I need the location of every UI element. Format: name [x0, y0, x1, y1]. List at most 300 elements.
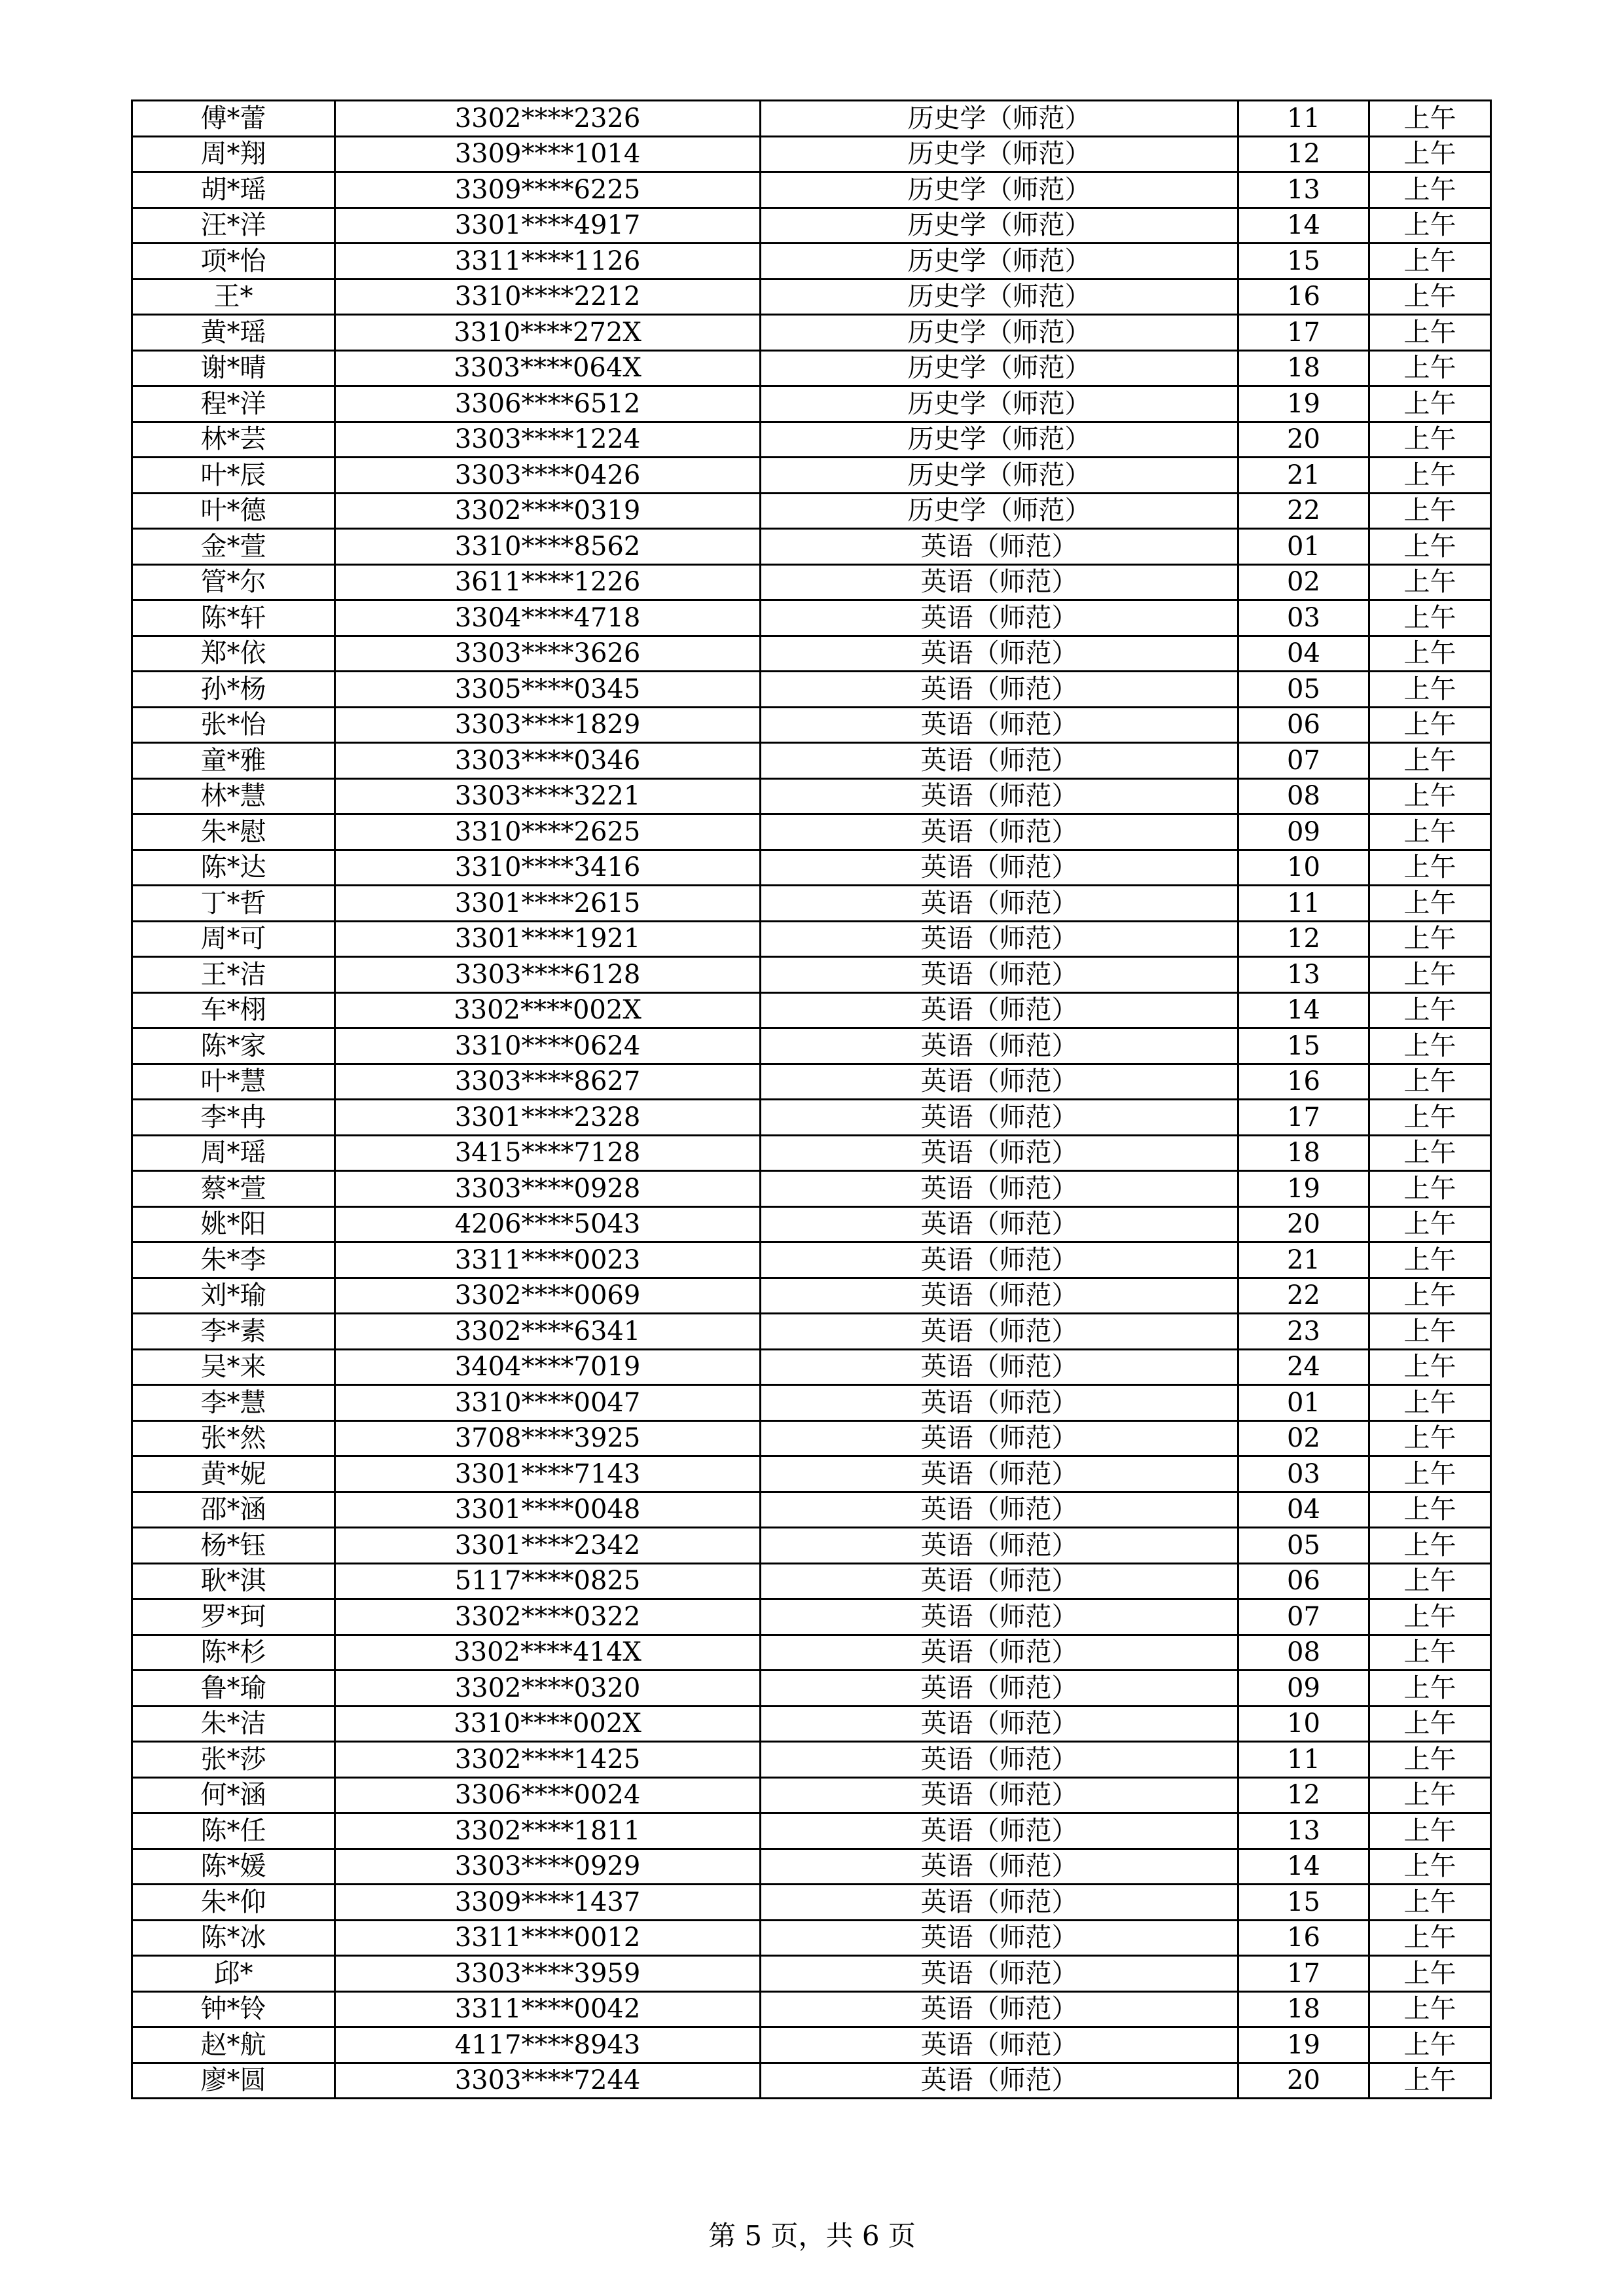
- seat-number-cell: 13: [1238, 957, 1369, 993]
- table-row: [132, 992, 1491, 1028]
- seat-number-cell: 07: [1238, 1599, 1369, 1635]
- table-row: [132, 386, 1491, 422]
- table-row: [132, 1420, 1491, 1456]
- name-cell: 李*素: [132, 1314, 335, 1350]
- table-row: [132, 672, 1491, 708]
- session-cell: 上午: [1369, 422, 1491, 458]
- table-row: [132, 244, 1491, 280]
- seat-number-cell: 16: [1238, 279, 1369, 315]
- major-cell: 英语（师范）: [761, 1599, 1238, 1635]
- id-number-cell: 3310****272X: [335, 315, 761, 351]
- session-cell: 上午: [1369, 850, 1491, 886]
- session-cell: 上午: [1369, 600, 1491, 636]
- seat-number-cell: 11: [1238, 886, 1369, 922]
- name-cell: 李*慧: [132, 1385, 335, 1421]
- id-number-cell: 4117****8943: [335, 2027, 761, 2063]
- seat-number-cell: 03: [1238, 600, 1369, 636]
- major-cell: 英语（师范）: [761, 1349, 1238, 1385]
- seat-number-cell: 18: [1238, 350, 1369, 386]
- major-cell: 英语（师范）: [761, 957, 1238, 993]
- table-row: [132, 1777, 1491, 1813]
- major-cell: 英语（师范）: [761, 2063, 1238, 2099]
- table-row: [132, 350, 1491, 386]
- name-cell: 程*洋: [132, 386, 335, 422]
- id-number-cell: 3303****0346: [335, 743, 761, 779]
- name-cell: 周*瑶: [132, 1135, 335, 1171]
- name-cell: 林*芸: [132, 422, 335, 458]
- table-row: [132, 778, 1491, 814]
- seat-number-cell: 21: [1238, 1242, 1369, 1278]
- major-cell: 历史学（师范）: [761, 422, 1238, 458]
- name-cell: 丁*哲: [132, 886, 335, 922]
- table-row: [132, 707, 1491, 743]
- session-cell: 上午: [1369, 743, 1491, 779]
- table-row: [132, 1456, 1491, 1492]
- major-cell: 英语（师范）: [761, 600, 1238, 636]
- session-cell: 上午: [1369, 1492, 1491, 1528]
- session-cell: 上午: [1369, 2063, 1491, 2099]
- id-number-cell: 3302****0322: [335, 1599, 761, 1635]
- seat-number-cell: 11: [1238, 1742, 1369, 1778]
- name-cell: 金*萱: [132, 529, 335, 565]
- session-cell: 上午: [1369, 1849, 1491, 1885]
- name-cell: 朱*慰: [132, 814, 335, 850]
- major-cell: 英语（师范）: [761, 1171, 1238, 1207]
- major-cell: 英语（师范）: [761, 1206, 1238, 1242]
- seat-number-cell: 05: [1238, 672, 1369, 708]
- name-cell: 陈*媛: [132, 1849, 335, 1885]
- seat-number-cell: 06: [1238, 707, 1369, 743]
- table-row: [132, 1885, 1491, 1921]
- session-cell: 上午: [1369, 921, 1491, 957]
- major-cell: 英语（师范）: [761, 1385, 1238, 1421]
- seat-number-cell: 12: [1238, 136, 1369, 172]
- seat-number-cell: 12: [1238, 921, 1369, 957]
- session-cell: 上午: [1369, 1349, 1491, 1385]
- session-cell: 上午: [1369, 529, 1491, 565]
- id-number-cell: 3708****3925: [335, 1420, 761, 1456]
- table-row: [132, 1492, 1491, 1528]
- id-number-cell: 3303****064X: [335, 350, 761, 386]
- id-number-cell: 3311****1126: [335, 244, 761, 280]
- major-cell: 英语（师范）: [761, 886, 1238, 922]
- session-cell: 上午: [1369, 1206, 1491, 1242]
- name-cell: 周*翔: [132, 136, 335, 172]
- table-row: [132, 1206, 1491, 1242]
- session-cell: 上午: [1369, 279, 1491, 315]
- name-cell: 吴*来: [132, 1349, 335, 1385]
- table-row: [132, 1563, 1491, 1599]
- name-cell: 车*栩: [132, 992, 335, 1028]
- seat-number-cell: 01: [1238, 529, 1369, 565]
- id-number-cell: 3309****1437: [335, 1885, 761, 1921]
- roster-table: [131, 99, 1492, 2099]
- seat-number-cell: 18: [1238, 1135, 1369, 1171]
- table-row: [132, 1813, 1491, 1849]
- major-cell: 英语（师范）: [761, 1492, 1238, 1528]
- name-cell: 王*: [132, 279, 335, 315]
- session-cell: 上午: [1369, 1777, 1491, 1813]
- id-number-cell: 3306****6512: [335, 386, 761, 422]
- id-number-cell: 3303****1224: [335, 422, 761, 458]
- seat-number-cell: 17: [1238, 1956, 1369, 1992]
- id-number-cell: 3302****6341: [335, 1314, 761, 1350]
- major-cell: 英语（师范）: [761, 707, 1238, 743]
- name-cell: 鲁*瑜: [132, 1671, 335, 1707]
- name-cell: 刘*瑜: [132, 1278, 335, 1314]
- name-cell: 陈*冰: [132, 1920, 335, 1956]
- major-cell: 英语（师范）: [761, 1956, 1238, 1992]
- major-cell: 历史学（师范）: [761, 386, 1238, 422]
- name-cell: 项*怡: [132, 244, 335, 280]
- name-cell: 张*怡: [132, 707, 335, 743]
- session-cell: 上午: [1369, 350, 1491, 386]
- major-cell: 历史学（师范）: [761, 350, 1238, 386]
- major-cell: 英语（师范）: [761, 1100, 1238, 1136]
- major-cell: 历史学（师范）: [761, 279, 1238, 315]
- session-cell: 上午: [1369, 1813, 1491, 1849]
- table-row: [132, 921, 1491, 957]
- session-cell: 上午: [1369, 886, 1491, 922]
- id-number-cell: 3310****2625: [335, 814, 761, 850]
- id-number-cell: 3303****1829: [335, 707, 761, 743]
- id-number-cell: 3302****414X: [335, 1635, 761, 1671]
- name-cell: 谢*晴: [132, 350, 335, 386]
- table-row: [132, 1314, 1491, 1350]
- seat-number-cell: 19: [1238, 1171, 1369, 1207]
- name-cell: 朱*仰: [132, 1885, 335, 1921]
- major-cell: 英语（师范）: [761, 1528, 1238, 1564]
- session-cell: 上午: [1369, 672, 1491, 708]
- major-cell: 英语（师范）: [761, 850, 1238, 886]
- major-cell: 历史学（师范）: [761, 208, 1238, 244]
- name-cell: 张*莎: [132, 1742, 335, 1778]
- id-number-cell: 3611****1226: [335, 564, 761, 600]
- session-cell: 上午: [1369, 1956, 1491, 1992]
- table-row: [132, 1635, 1491, 1671]
- id-number-cell: 4206****5043: [335, 1206, 761, 1242]
- session-cell: 上午: [1369, 1420, 1491, 1456]
- seat-number-cell: 13: [1238, 172, 1369, 208]
- seat-number-cell: 24: [1238, 1349, 1369, 1385]
- major-cell: 英语（师范）: [761, 1742, 1238, 1778]
- id-number-cell: 3301****2342: [335, 1528, 761, 1564]
- table-row: [132, 172, 1491, 208]
- table-row: [132, 458, 1491, 494]
- seat-number-cell: 08: [1238, 1635, 1369, 1671]
- id-number-cell: 3302****0320: [335, 1671, 761, 1707]
- table-row: [132, 743, 1491, 779]
- table-row: [132, 136, 1491, 172]
- session-cell: 上午: [1369, 957, 1491, 993]
- session-cell: 上午: [1369, 172, 1491, 208]
- major-cell: 英语（师范）: [761, 814, 1238, 850]
- table-row: [132, 886, 1491, 922]
- major-cell: 英语（师范）: [761, 1991, 1238, 2027]
- table-row: [132, 1028, 1491, 1064]
- name-cell: 胡*瑶: [132, 172, 335, 208]
- table-row: [132, 1349, 1491, 1385]
- id-number-cell: 3305****0345: [335, 672, 761, 708]
- session-cell: 上午: [1369, 1314, 1491, 1350]
- id-number-cell: 3302****002X: [335, 992, 761, 1028]
- session-cell: 上午: [1369, 564, 1491, 600]
- session-cell: 上午: [1369, 315, 1491, 351]
- name-cell: 汪*洋: [132, 208, 335, 244]
- table-row: [132, 850, 1491, 886]
- id-number-cell: 3303****0426: [335, 458, 761, 494]
- id-number-cell: 3310****002X: [335, 1706, 761, 1742]
- session-cell: 上午: [1369, 778, 1491, 814]
- name-cell: 张*然: [132, 1420, 335, 1456]
- session-cell: 上午: [1369, 992, 1491, 1028]
- major-cell: 英语（师范）: [761, 1885, 1238, 1921]
- name-cell: 姚*阳: [132, 1206, 335, 1242]
- id-number-cell: 3302****0069: [335, 1278, 761, 1314]
- name-cell: 钟*铃: [132, 1991, 335, 2027]
- seat-number-cell: 13: [1238, 1813, 1369, 1849]
- major-cell: 英语（师范）: [761, 672, 1238, 708]
- name-cell: 廖*圆: [132, 2063, 335, 2099]
- major-cell: 历史学（师范）: [761, 101, 1238, 137]
- seat-number-cell: 14: [1238, 1849, 1369, 1885]
- session-cell: 上午: [1369, 1599, 1491, 1635]
- seat-number-cell: 21: [1238, 458, 1369, 494]
- seat-number-cell: 15: [1238, 1885, 1369, 1921]
- major-cell: 英语（师范）: [761, 921, 1238, 957]
- table-row: [132, 2027, 1491, 2063]
- major-cell: 英语（师范）: [761, 1635, 1238, 1671]
- table-row: [132, 1135, 1491, 1171]
- session-cell: 上午: [1369, 1528, 1491, 1564]
- id-number-cell: 3311****0012: [335, 1920, 761, 1956]
- session-cell: 上午: [1369, 2027, 1491, 2063]
- major-cell: 历史学（师范）: [761, 172, 1238, 208]
- table-row: [132, 600, 1491, 636]
- major-cell: 英语（师范）: [761, 1920, 1238, 1956]
- name-cell: 耿*淇: [132, 1563, 335, 1599]
- major-cell: 英语（师范）: [761, 1456, 1238, 1492]
- id-number-cell: 3303****7244: [335, 2063, 761, 2099]
- id-number-cell: 3302****1811: [335, 1813, 761, 1849]
- major-cell: 英语（师范）: [761, 1242, 1238, 1278]
- table-row: [132, 1920, 1491, 1956]
- name-cell: 陈*轩: [132, 600, 335, 636]
- name-cell: 何*涵: [132, 1777, 335, 1813]
- id-number-cell: 5117****0825: [335, 1563, 761, 1599]
- seat-number-cell: 17: [1238, 1100, 1369, 1136]
- session-cell: 上午: [1369, 1563, 1491, 1599]
- major-cell: 英语（师范）: [761, 1777, 1238, 1813]
- seat-number-cell: 09: [1238, 1671, 1369, 1707]
- major-cell: 历史学（师范）: [761, 244, 1238, 280]
- id-number-cell: 3304****4718: [335, 600, 761, 636]
- table-row: [132, 1599, 1491, 1635]
- major-cell: 英语（师范）: [761, 1278, 1238, 1314]
- major-cell: 英语（师范）: [761, 529, 1238, 565]
- session-cell: 上午: [1369, 136, 1491, 172]
- table-row: [132, 957, 1491, 993]
- major-cell: 英语（师范）: [761, 1314, 1238, 1350]
- id-number-cell: 3309****1014: [335, 136, 761, 172]
- seat-number-cell: 04: [1238, 636, 1369, 672]
- major-cell: 历史学（师范）: [761, 493, 1238, 529]
- table-row: [132, 1849, 1491, 1885]
- name-cell: 陈*家: [132, 1028, 335, 1064]
- table-row: [132, 1100, 1491, 1136]
- seat-number-cell: 10: [1238, 1706, 1369, 1742]
- seat-number-cell: 16: [1238, 1064, 1369, 1100]
- session-cell: 上午: [1369, 1100, 1491, 1136]
- major-cell: 英语（师范）: [761, 1028, 1238, 1064]
- session-cell: 上午: [1369, 707, 1491, 743]
- seat-number-cell: 09: [1238, 814, 1369, 850]
- session-cell: 上午: [1369, 1456, 1491, 1492]
- session-cell: 上午: [1369, 1671, 1491, 1707]
- session-cell: 上午: [1369, 1278, 1491, 1314]
- id-number-cell: 3306****0024: [335, 1777, 761, 1813]
- seat-number-cell: 07: [1238, 743, 1369, 779]
- table-row: [132, 1706, 1491, 1742]
- table-row: [132, 1242, 1491, 1278]
- id-number-cell: 3311****0042: [335, 1991, 761, 2027]
- seat-number-cell: 14: [1238, 992, 1369, 1028]
- id-number-cell: 3301****1921: [335, 921, 761, 957]
- id-number-cell: 3311****0023: [335, 1242, 761, 1278]
- name-cell: 叶*德: [132, 493, 335, 529]
- session-cell: 上午: [1369, 493, 1491, 529]
- major-cell: 英语（师范）: [761, 1706, 1238, 1742]
- id-number-cell: 3309****6225: [335, 172, 761, 208]
- major-cell: 历史学（师范）: [761, 458, 1238, 494]
- id-number-cell: 3301****2615: [335, 886, 761, 922]
- roster-table-body: [132, 101, 1491, 2099]
- session-cell: 上午: [1369, 1706, 1491, 1742]
- id-number-cell: 3303****6128: [335, 957, 761, 993]
- name-cell: 蔡*萱: [132, 1171, 335, 1207]
- id-number-cell: 3301****2328: [335, 1100, 761, 1136]
- seat-number-cell: 11: [1238, 101, 1369, 137]
- table-row: [132, 315, 1491, 351]
- table-row: [132, 208, 1491, 244]
- table-row: [132, 529, 1491, 565]
- session-cell: 上午: [1369, 636, 1491, 672]
- session-cell: 上午: [1369, 1991, 1491, 2027]
- seat-number-cell: 19: [1238, 386, 1369, 422]
- name-cell: 邵*涵: [132, 1492, 335, 1528]
- name-cell: 管*尔: [132, 564, 335, 600]
- seat-number-cell: 14: [1238, 208, 1369, 244]
- name-cell: 叶*辰: [132, 458, 335, 494]
- id-number-cell: 3303****0929: [335, 1849, 761, 1885]
- id-number-cell: 3404****7019: [335, 1349, 761, 1385]
- session-cell: 上午: [1369, 1635, 1491, 1671]
- seat-number-cell: 15: [1238, 244, 1369, 280]
- seat-number-cell: 02: [1238, 564, 1369, 600]
- seat-number-cell: 18: [1238, 1991, 1369, 2027]
- table-row: [132, 1956, 1491, 1992]
- name-cell: 叶*慧: [132, 1064, 335, 1100]
- id-number-cell: 3302****2326: [335, 101, 761, 137]
- major-cell: 英语（师范）: [761, 1671, 1238, 1707]
- id-number-cell: 3310****3416: [335, 850, 761, 886]
- seat-number-cell: 17: [1238, 315, 1369, 351]
- seat-number-cell: 12: [1238, 1777, 1369, 1813]
- table-row: [132, 1171, 1491, 1207]
- seat-number-cell: 20: [1238, 422, 1369, 458]
- major-cell: 历史学（师范）: [761, 136, 1238, 172]
- major-cell: 英语（师范）: [761, 1135, 1238, 1171]
- session-cell: 上午: [1369, 1385, 1491, 1421]
- name-cell: 罗*珂: [132, 1599, 335, 1635]
- seat-number-cell: 22: [1238, 493, 1369, 529]
- table-row: [132, 814, 1491, 850]
- seat-number-cell: 02: [1238, 1420, 1369, 1456]
- session-cell: 上午: [1369, 1135, 1491, 1171]
- table-row: [132, 1064, 1491, 1100]
- name-cell: 陈*杉: [132, 1635, 335, 1671]
- major-cell: 英语（师范）: [761, 743, 1238, 779]
- major-cell: 英语（师范）: [761, 2027, 1238, 2063]
- id-number-cell: 3303****3221: [335, 778, 761, 814]
- id-number-cell: 3310****2212: [335, 279, 761, 315]
- table-row: [132, 1385, 1491, 1421]
- major-cell: 英语（师范）: [761, 1064, 1238, 1100]
- major-cell: 历史学（师范）: [761, 315, 1238, 351]
- major-cell: 英语（师范）: [761, 1813, 1238, 1849]
- session-cell: 上午: [1369, 208, 1491, 244]
- seat-number-cell: 06: [1238, 1563, 1369, 1599]
- name-cell: 童*雅: [132, 743, 335, 779]
- session-cell: 上午: [1369, 1920, 1491, 1956]
- session-cell: 上午: [1369, 1242, 1491, 1278]
- session-cell: 上午: [1369, 1064, 1491, 1100]
- name-cell: 李*冉: [132, 1100, 335, 1136]
- name-cell: 林*慧: [132, 778, 335, 814]
- table-row: [132, 636, 1491, 672]
- name-cell: 朱*洁: [132, 1706, 335, 1742]
- id-number-cell: 3303****3959: [335, 1956, 761, 1992]
- name-cell: 杨*钰: [132, 1528, 335, 1564]
- seat-number-cell: 23: [1238, 1314, 1369, 1350]
- name-cell: 陈*达: [132, 850, 335, 886]
- seat-number-cell: 22: [1238, 1278, 1369, 1314]
- name-cell: 王*洁: [132, 957, 335, 993]
- seat-number-cell: 05: [1238, 1528, 1369, 1564]
- major-cell: 英语（师范）: [761, 992, 1238, 1028]
- table-row: [132, 564, 1491, 600]
- session-cell: 上午: [1369, 386, 1491, 422]
- seat-number-cell: 16: [1238, 1920, 1369, 1956]
- major-cell: 英语（师范）: [761, 1420, 1238, 1456]
- session-cell: 上午: [1369, 458, 1491, 494]
- id-number-cell: 3301****0048: [335, 1492, 761, 1528]
- table-row: [132, 279, 1491, 315]
- name-cell: 黄*妮: [132, 1456, 335, 1492]
- major-cell: 英语（师范）: [761, 636, 1238, 672]
- table-row: [132, 1991, 1491, 2027]
- seat-number-cell: 01: [1238, 1385, 1369, 1421]
- id-number-cell: 3302****1425: [335, 1742, 761, 1778]
- id-number-cell: 3302****0319: [335, 493, 761, 529]
- major-cell: 英语（师范）: [761, 1563, 1238, 1599]
- table-row: [132, 1528, 1491, 1564]
- seat-number-cell: 19: [1238, 2027, 1369, 2063]
- seat-number-cell: 15: [1238, 1028, 1369, 1064]
- session-cell: 上午: [1369, 1028, 1491, 1064]
- session-cell: 上午: [1369, 1171, 1491, 1207]
- name-cell: 周*可: [132, 921, 335, 957]
